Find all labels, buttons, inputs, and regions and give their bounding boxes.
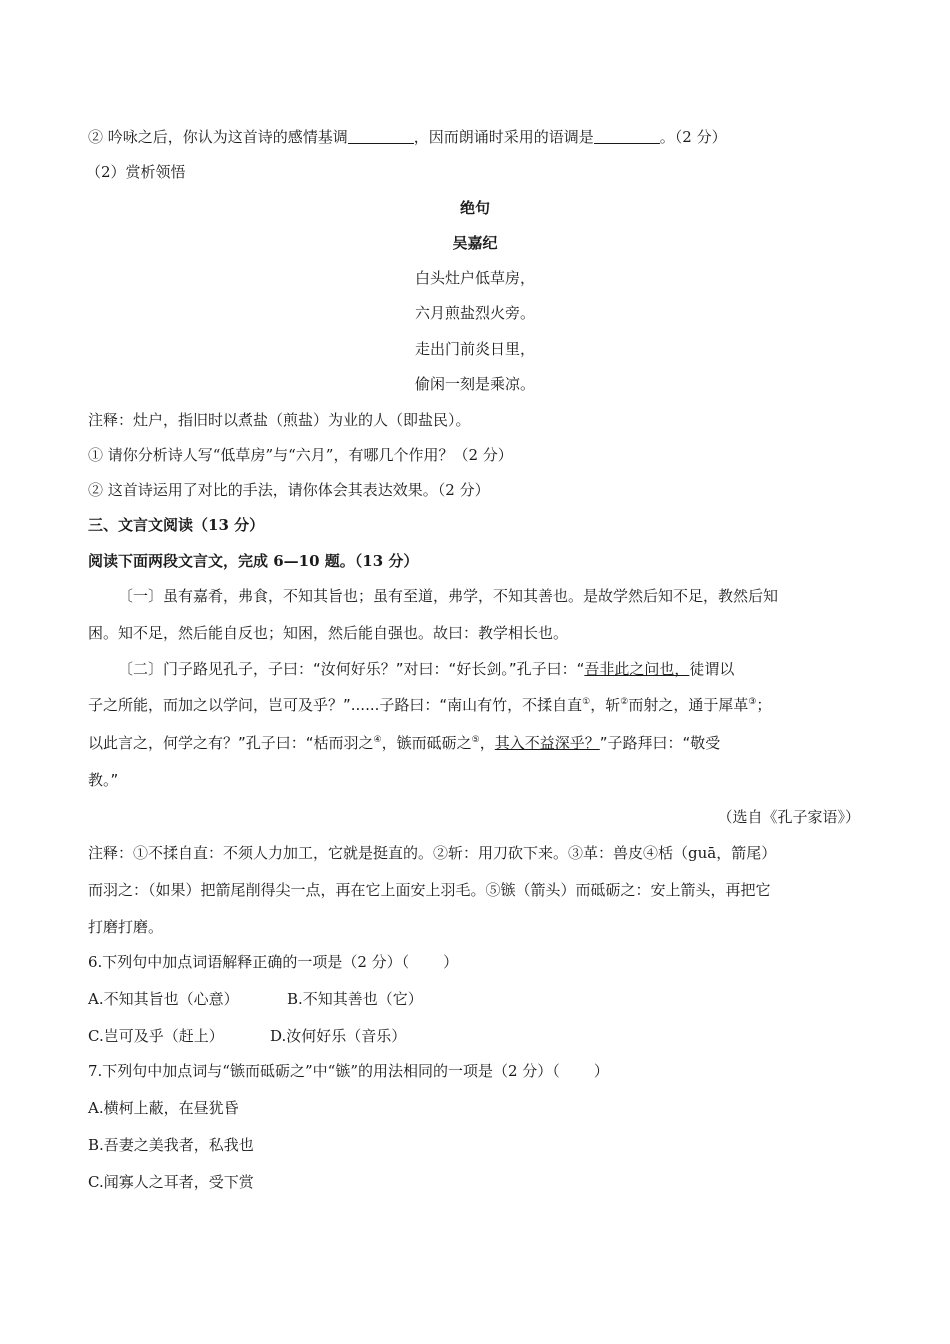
poem-question-1: ① 请你分析诗人写“低草房”与“六月”，有哪几个作用？（2 分） — [88, 446, 513, 464]
answer-blank-2[interactable] — [594, 129, 660, 144]
notes-line-1: 注释：①不揉自直：不须人力加工，它就是挺直的。②斩：用刀砍下来。③革：兽皮④栝（guā，箭尾） — [88, 844, 777, 862]
part2-heading: （2）赏析领悟 — [86, 163, 186, 181]
question-7-option-c: C.闻寡人之耳者，受下赏 — [88, 1173, 254, 1191]
passage2-line-2: 子之所能，而加之以学问，岂可及乎？”......子路曰：“南山有竹，不揉自直①，斩②而射之，通于犀革③； — [88, 696, 772, 714]
poem-author: 吴嘉纪 — [452, 234, 498, 252]
answer-blank-1[interactable] — [348, 129, 414, 144]
question-7-option-b: B.吾妻之美我者，私我也 — [88, 1136, 254, 1154]
poem-question-2: ② 这首诗运用了对比的手法，请你体会其表达效果。（2 分） — [88, 481, 490, 499]
passage1-line-2: 困。知不足，然后能自反也；知困，然后能自强也。故曰：教学相长也。 — [88, 624, 569, 642]
footnote-mark-4: ④ — [373, 735, 382, 745]
poem-note: 注释：灶户，指旧时以煮盐（煎盐）为业的人（即盐民）。 — [88, 411, 471, 429]
poem-line-2: 六月煎盐烈火旁。 — [414, 304, 535, 322]
question-6-option-b: B.不知其善也（它） — [287, 990, 423, 1008]
question-7-stem: 7.下列句中加点词与“镞而砥砺之”中“镞”的用法相同的一项是（2 分）（ ） — [88, 1062, 609, 1080]
poem1-question-2: ② 吟咏之后，你认为这首诗的感情基调 ，因而朗诵时采用的语调是 。（2 分） — [88, 128, 727, 146]
poem-line-3: 走出门前炎日里， — [414, 340, 535, 358]
notes-line-3: 打磨打磨。 — [88, 918, 164, 936]
footnote-mark-3: ③ — [748, 697, 757, 707]
footnote-mark-2: ② — [620, 697, 629, 707]
question-7-option-a: A.横柯上蔽，在昼犹昏 — [88, 1099, 239, 1117]
passage2-line-4: 教。” — [88, 771, 119, 789]
notes-line-2: 而羽之：（如果）把箭尾削得尖一点，再在它上面安上羽毛。⑤镞（箭头）而砥砺之：安上箭头，再把它 — [88, 881, 771, 899]
underlined-phrase-2: 其入不益深乎？ — [494, 734, 600, 752]
passage1-line-1: 〔一〕虽有嘉肴，弗食，不知其旨也；虽有至道，弗学，不知其善也。是故学然后知不足，教然后知 — [118, 587, 779, 605]
question-6-option-a: A.不知其旨也（心意） — [88, 990, 239, 1008]
footnote-mark-5: ⑤ — [471, 735, 480, 745]
passage-source: （选自《孔子家语》） — [717, 808, 860, 826]
passage2-line-1: 〔二〕门子路见孔子，子曰：“汝何好乐？”对曰：“好长剑。”孔子曰：“吾非此之问也，徒谓以 — [118, 660, 735, 678]
poem-line-1: 白头灶户低草房， — [414, 269, 535, 287]
section3-heading: 三、文言文阅读（13 分） — [88, 516, 265, 534]
poem-title: 绝句 — [459, 199, 490, 217]
poem-line-4: 偷闲一刻是乘凉。 — [414, 375, 535, 393]
question-6-option-c: C.岂可及乎（赶上） — [88, 1027, 224, 1045]
question-6-option-d: D.汝何好乐（音乐） — [270, 1027, 407, 1045]
section3-instruction: 阅读下面两段文言文，完成 6—10 题。（13 分） — [88, 552, 419, 570]
footnote-mark-1: ① — [582, 697, 591, 707]
underlined-phrase-1: 吾非此之问也， — [584, 660, 690, 678]
passage2-line-3: 以此言之，何学之有？”孔子曰：“栝而羽之④，镞而砥砺之⑤，其入不益深乎？”子路拜曰：“敬受 — [88, 734, 721, 752]
question-6-stem: 6.下列句中加点词语解释正确的一项是（2 分）（ ） — [88, 953, 459, 971]
